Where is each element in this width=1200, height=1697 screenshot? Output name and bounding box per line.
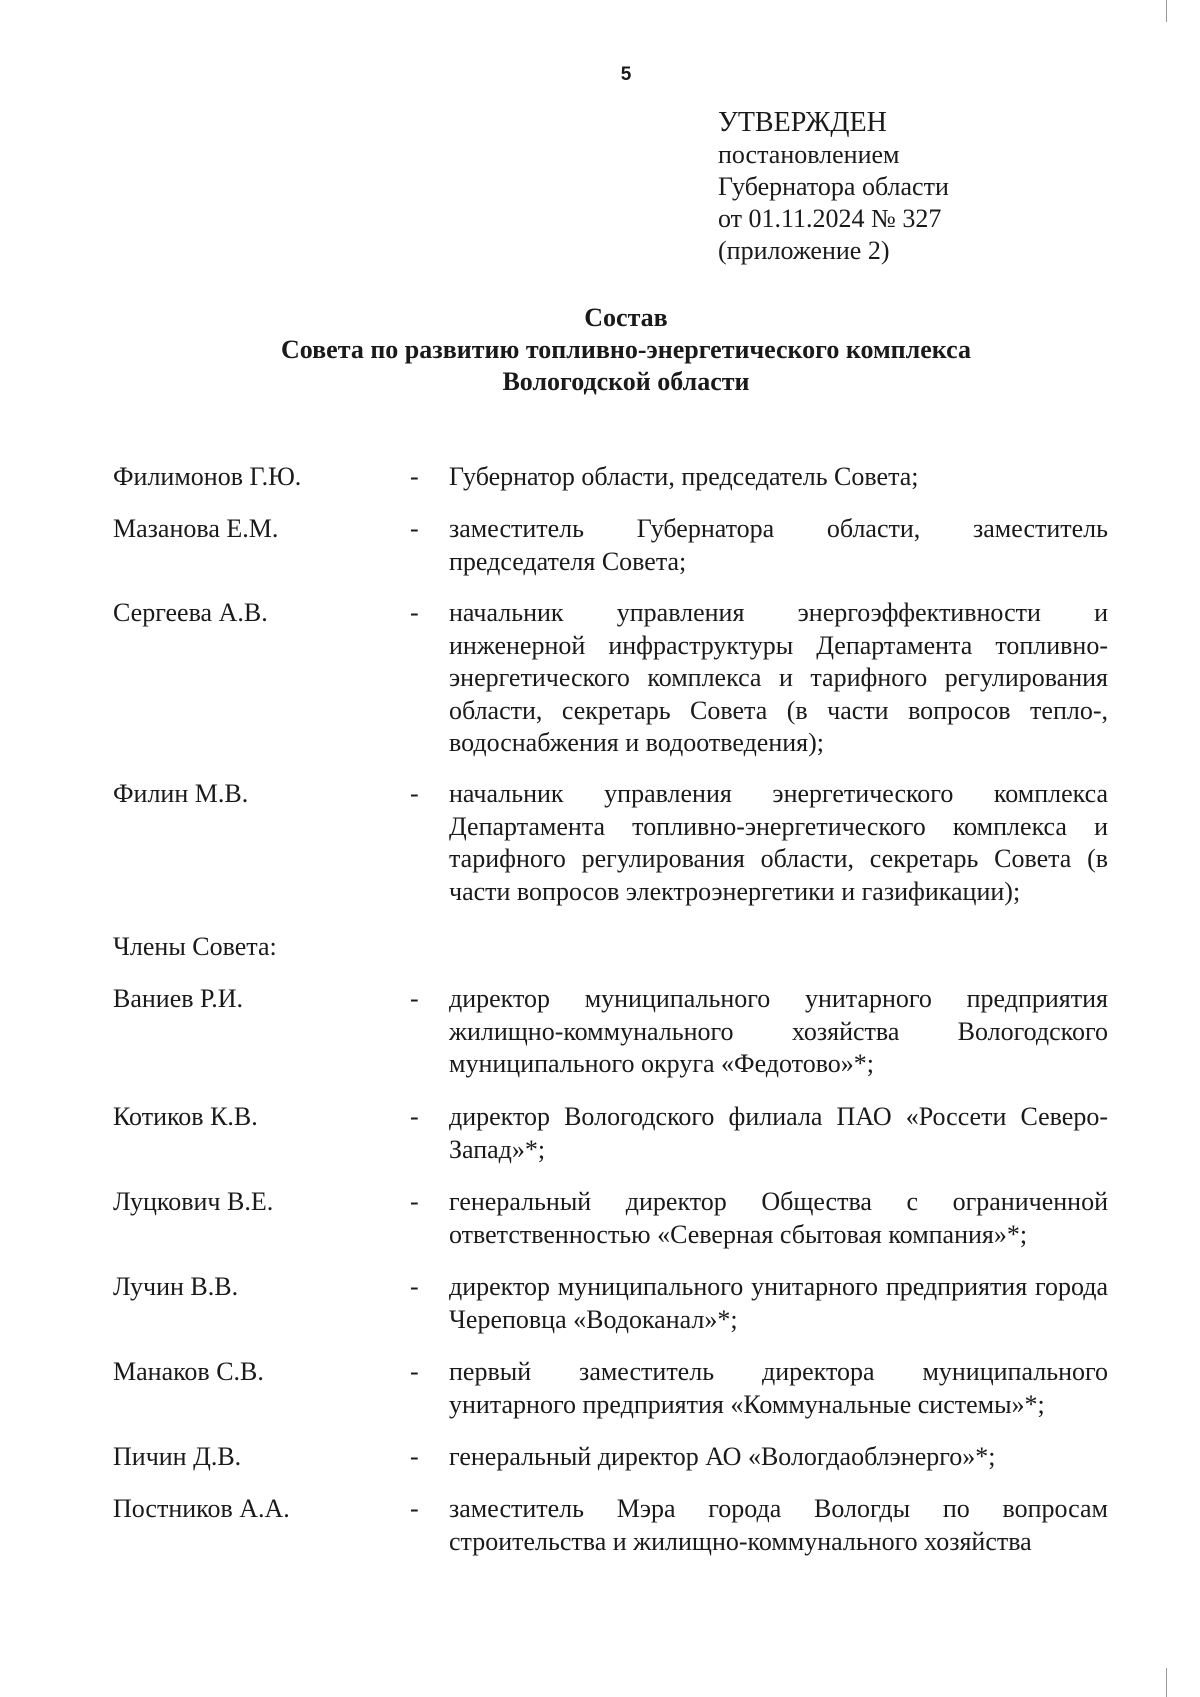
member-name: Котиков К.В. [113,1102,258,1131]
dash-separator: - [410,1272,419,1301]
dash-separator: - [410,514,419,543]
member-name: Луцкович В.Е. [113,1187,274,1216]
approval-line: от 01.11.2024 № 327 [718,204,942,233]
dash-separator: - [410,462,419,491]
member-name: Мазанова Е.М. [113,514,279,543]
member-position: генеральный директор АО «Вологдаоблэнерго»*; [449,1442,996,1471]
approval-line: (приложение 2) [718,236,890,265]
member-name: Ваниев Р.И. [113,984,244,1013]
member-position: директор муниципального унитарного предприятия города Череповца «Водоканал»*; [449,1272,1108,1334]
dash-separator: - [410,779,419,808]
approval-heading: УТВЕРЖДЕН [718,107,887,138]
member-name: Сергеева А.В. [113,598,268,627]
member-name: Лучин В.В. [113,1272,239,1301]
approval-stamp [718,107,949,267]
member-position: заместитель Губернатора области, заместитель председателя Совета; [449,514,1108,576]
member-position: директор муниципального унитарного предприятия жилищно-коммунального хозяйства Вологодского муниципального округа «Федотово»*; [449,984,1108,1078]
scan-edge-mark [1166,1668,1167,1697]
scan-edge-mark [1166,0,1167,22]
member-position: генеральный директор Общества с ограниченной ответственностью «Северная сбытовая компания»*; [449,1187,1108,1249]
approval-line: постановлением [718,140,900,169]
member-position: начальник управления энергетического комплекса Департамента топливно-энергетического комплекса и тарифного регулирования области, секретарь Совета (в части вопросов электроэнергетики и газификации); [449,779,1108,906]
member-name: Филин М.В. [113,779,249,808]
dash-separator: - [410,1442,419,1471]
title-line: Состав [584,303,668,332]
dash-separator: - [410,1187,419,1216]
member-position: заместитель Мэра города Вологды по вопросам строительства и жилищно-коммунального хозяйства [449,1494,1108,1556]
dash-separator: - [410,984,419,1013]
document-title [0,302,1200,398]
page-number: 5 [620,64,632,85]
member-name: Постников А.А. [113,1494,290,1523]
member-name: Пичин Д.В. [113,1442,242,1471]
dash-separator: - [410,1357,419,1386]
title-line: Совета по развитию топливно-энергетического комплекса [281,335,971,364]
member-name: Манаков С.В. [113,1357,264,1386]
dash-separator: - [410,1494,419,1523]
approval-line: Губернатора области [718,172,949,201]
member-position: первый заместитель директора муниципального унитарного предприятия «Коммунальные системы»*; [449,1357,1108,1419]
member-name: Филимонов Г.Ю. [113,462,302,491]
title-line: Вологодской области [502,367,750,396]
dash-separator: - [410,1102,419,1131]
council-members-label: Члены Совета: [113,932,277,961]
member-position: директор Вологодского филиала ПАО «Россети Северо-Запад»*; [449,1102,1108,1164]
dash-separator: - [410,598,419,627]
member-position: начальник управления энергоэффективности и инженерной инфраструктуры Департамента топливно-энергетического комплекса и тарифного регулирования области, секретарь Совета (в части вопросов тепло-, водоснабжения и водоотведения); [449,598,1108,757]
member-position: Губернатор области, председатель Совета; [449,462,919,491]
